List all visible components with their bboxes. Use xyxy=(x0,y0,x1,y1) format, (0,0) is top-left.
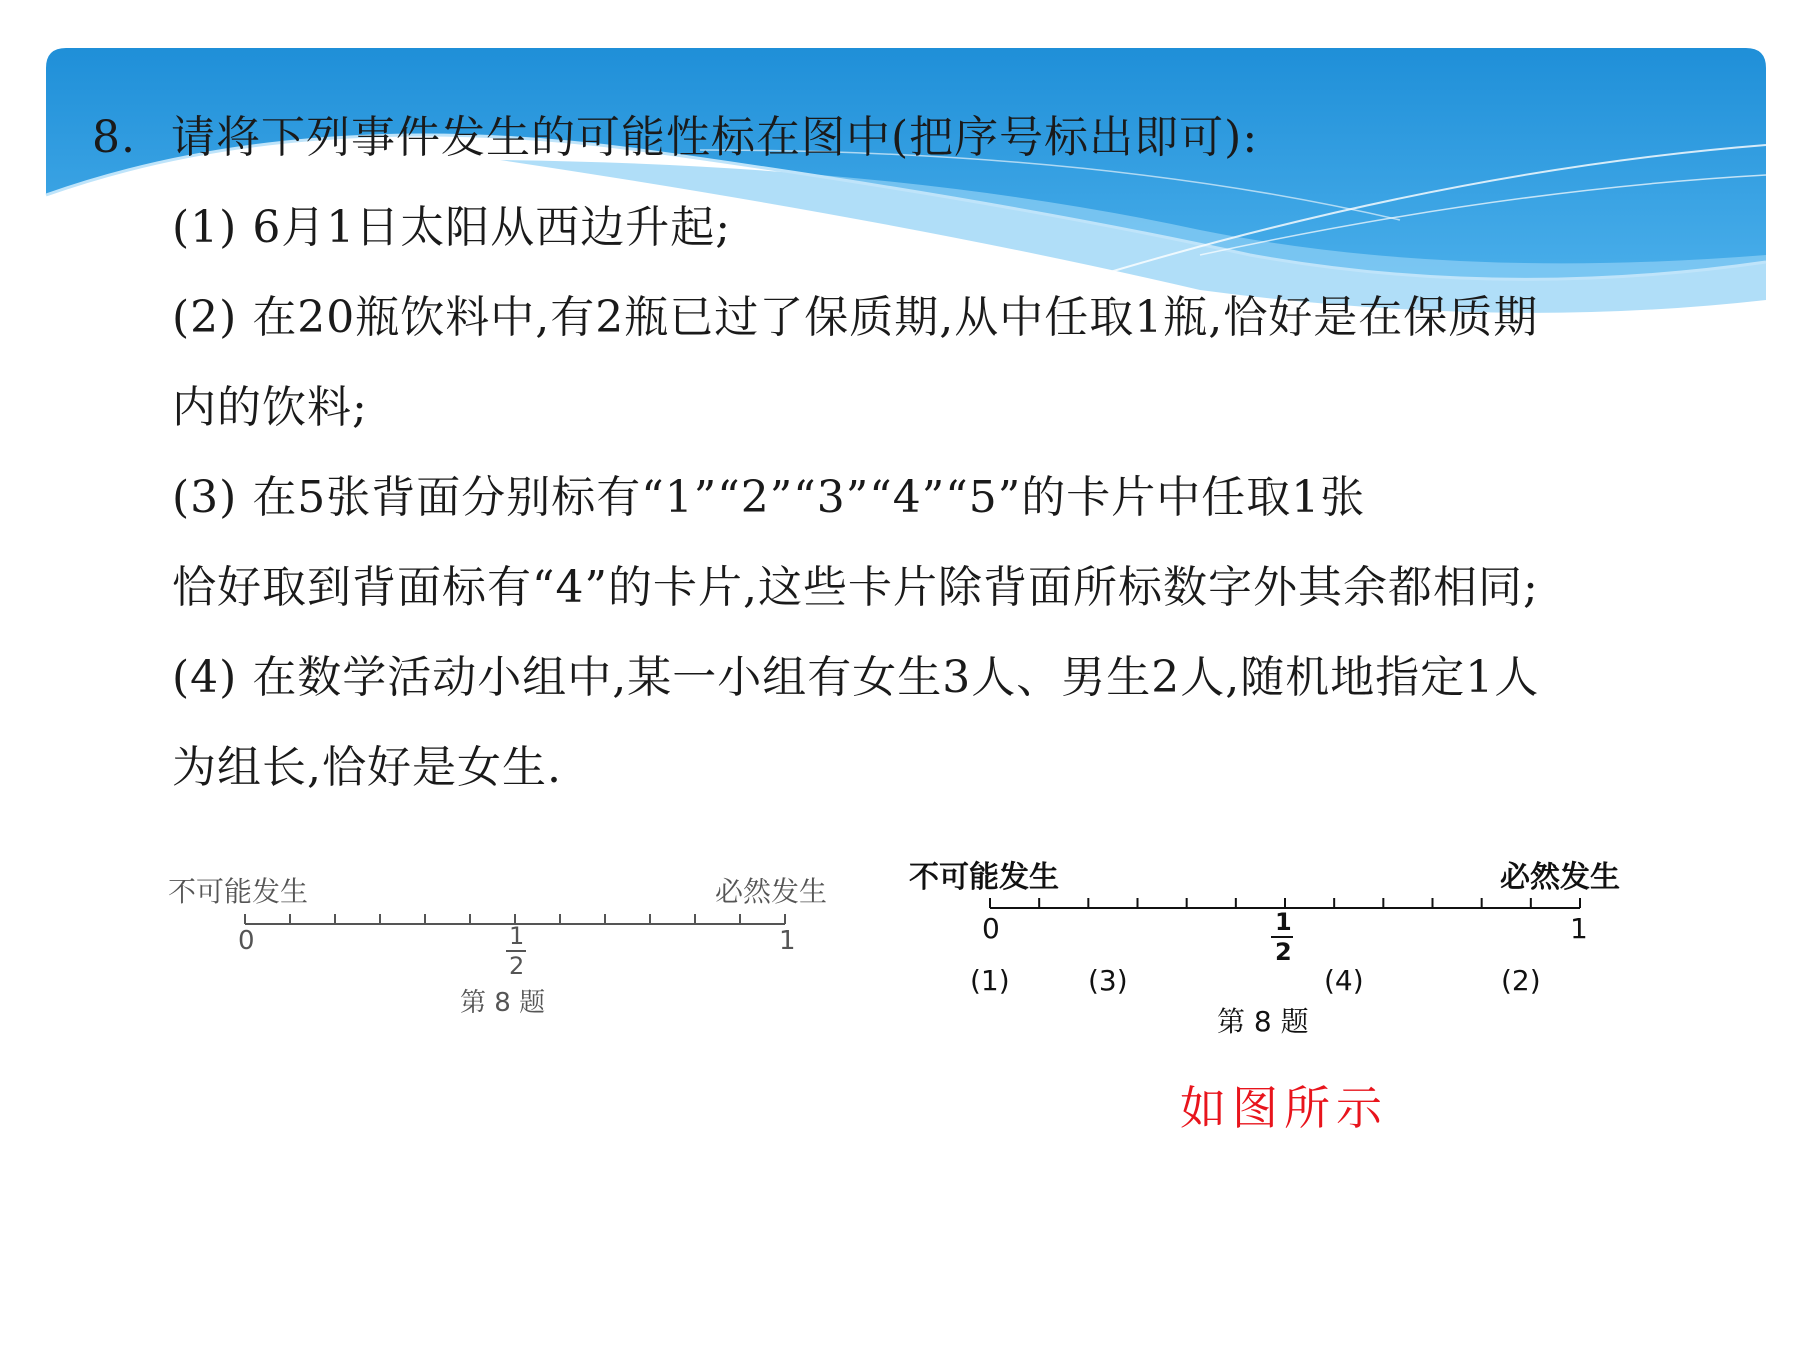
tick-label-one: 1 xyxy=(1570,912,1588,945)
certain-label: 必然发生 xyxy=(1500,860,1620,895)
question-item-4: (4) 在数学活动小组中,某一小组有女生3人、男生2人,随机地指定1人 xyxy=(172,652,1540,703)
number-line-figure-answer xyxy=(905,852,1655,1042)
number-line-axis xyxy=(160,910,850,990)
question-item-2: (2) 在20瓶饮料中,有2瓶已过了保质期,从中任取1瓶,恰好是在保质期 xyxy=(172,292,1539,343)
tick-label-one: 1 xyxy=(779,926,796,956)
certain-label: 必然发生 xyxy=(715,875,828,908)
impossible-label: 不可能发生 xyxy=(168,875,309,908)
tick-label-zero: 0 xyxy=(982,912,1000,945)
impossible-label: 不可能发生 xyxy=(909,860,1059,895)
header-wave-banner xyxy=(0,0,1800,330)
question-item-3: (3) 在5张背面分别标有“1”“2”“3”“4”“5”的卡片中任取1张 xyxy=(172,472,1366,523)
number-line-figure-blank xyxy=(160,870,850,1020)
question-item-4-cont: 为组长,恰好是女生. xyxy=(172,742,562,793)
question-item-2-cont: 内的饮料; xyxy=(172,382,368,433)
answer-mark-label: (2) xyxy=(1501,964,1541,997)
question-number: 8. xyxy=(92,112,136,163)
answer-mark-label: (4) xyxy=(1324,964,1364,997)
question-item-1: (1) 6月1日太阳从西边升起; xyxy=(172,202,732,253)
figure-caption: 第 8 题 xyxy=(460,988,546,1018)
answer-mark-label: (3) xyxy=(1088,964,1128,997)
figure-caption: 第 8 题 xyxy=(1217,1005,1309,1038)
question-item-3-cont: 恰好取到背面标有“4”的卡片,这些卡片除背面所标数字外其余都相同; xyxy=(172,562,1539,613)
tick-label-half-numerator: 1 xyxy=(509,922,525,950)
tick-label-half-numerator: 1 xyxy=(1275,908,1292,936)
question-prompt: 请将下列事件发生的可能性标在图中(把序号标出即可): xyxy=(170,112,1259,163)
answer-mark-label: (1) xyxy=(970,964,1010,997)
tick-label-half-denominator: 2 xyxy=(1275,938,1292,966)
tick-label-half-denominator: 2 xyxy=(509,952,525,980)
question-prompt-line xyxy=(92,112,1258,164)
answer-note: 如图所示 xyxy=(1180,1081,1388,1135)
tick-label-zero: 0 xyxy=(238,926,255,956)
